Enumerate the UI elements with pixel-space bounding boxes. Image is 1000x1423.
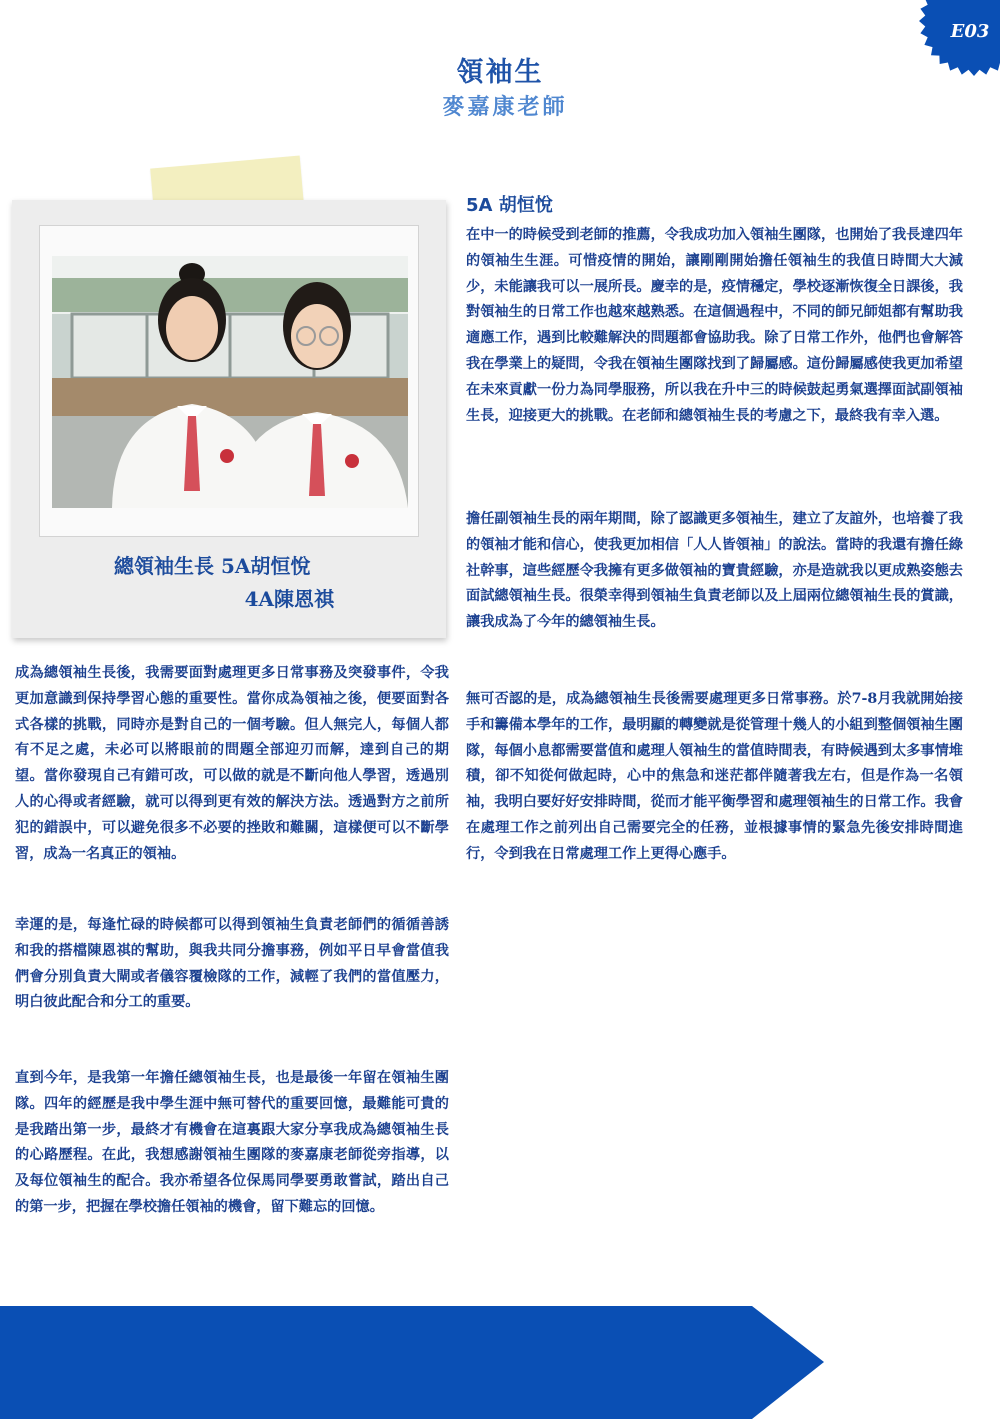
right-paragraph-3: 無可否認的是，成為總領袖生長後需要處理更多日常事務。於7-8月我就開始接手和籌備本學年的工作，最明顯的轉變就是從管理十幾人的小組到整個領袖生團隊，每個小息都需要當值和處理人領袖生的當值時間表，有時候遇到太多事情堆積，卻不知從何做起時，心中的焦急和迷茫都伴隨著我左右，但是作為一名領袖，我明白要好好安排時間，從而才能平衡學習和處理領袖生的日常工作。我會在處理工作之前列出自己需要完全的任務，並根據事情的緊急先後安排時間進行，令到我在日常處理工作上更得心應手。: [466, 691, 963, 862]
author-name: 麥嘉康老師: [442, 94, 568, 120]
photo-caption-line2: 4A陳恩祺: [244, 587, 334, 611]
photo-caption-line1: 總領袖生長 5A胡恒悅: [114, 554, 311, 578]
photo-card: [12, 200, 446, 638]
photo-frame: [39, 225, 419, 537]
student-name-heading: 5A 胡恒悅: [466, 195, 553, 216]
footer-arrow-banner: [0, 1306, 824, 1419]
right-paragraph-1: 在中一的時候受到老師的推薦，令我成功加入領袖生團隊，也開始了我長達四年的領袖生生涯。可惜疫情的開始，讓剛剛開始擔任領袖生的我值日時間大大減少，未能讓我可以一展所長。慶幸的是，疫情穩定，學校逐漸恢復全日課後，我對領袖生的日常工作也越來越熟悉。在這個過程中，不同的師兄師姐都有幫助我適應工作，遇到比較難解決的問題都會協助我。除了日常工作外，他們也會解答我在學業上的疑問，令我在領袖生團隊找到了歸屬感。這份歸屬感使我更加希望在未來貢獻一份力為同學服務，所以我在升中三的時候鼓起勇氣選擇面試副領袖生長，迎接更大的挑戰。在老師和總領袖生長的考慮之下，最終我有幸入選。: [466, 227, 963, 424]
left-paragraph-3: 直到今年，是我第一年擔任總領袖生長，也是最後一年留在領袖生團隊。四年的經歷是我中學生涯中無可替代的重要回憶，最難能可貴的是我踏出第一步，最終才有機會在這裏跟大家分享我成為總領袖生長的心路歷程。在此，我想感謝領袖生團隊的麥嘉康老師從旁指導，以及每位領袖生的配合。我亦希望各位保馬同學要勇敢嘗試，踏出自己的第一步，把握在學校擔任領袖的機會，留下難忘的回憶。: [15, 1070, 449, 1215]
left-paragraph-1: 成為總領袖生長後，我需要面對處理更多日常事務及突發事件，令我更加意識到保持學習心態的重要性。當你成為領袖之後，便要面對各式各樣的挑戰，同時亦是對自己的一個考驗。但人無完人，每個人都有不足之處，未必可以將眼前的問題全部迎刃而解，達到自己的期望。當你發現自己有錯可改，可以做的就是不斷向他人學習，透過別人的心得或者經驗，就可以得到更有效的解決方法。透過對方之前所犯的錯誤中，可以避免很多不必要的挫敗和難關，這樣便可以不斷學習，成為一名真正的領袖。: [15, 665, 449, 862]
page-number: E03: [950, 21, 990, 42]
right-paragraph-2: 擔任副領袖生長的兩年期間，除了認識更多領袖生，建立了友誼外，也培養了我的領袖才能和信心，使我更加相信「人人皆領袖」的說法。當時的我還有擔任綠社幹事，這些經歷令我擁有更多做領袖的寶貴經驗，亦是造就我以更成熟姿態去面試總領袖生長。很榮幸得到領袖生負責老師以及上屆兩位總領袖生長的賞識，讓我成為了今年的總領袖生長。: [466, 511, 963, 631]
student-photo: [52, 256, 408, 508]
left-paragraph-2: 幸運的是，每逢忙碌的時候都可以得到領袖生負責老師們的循循善誘和我的搭檔陳恩祺的幫助，與我共同分擔事務，例如平日早會當值我們會分別負責大閘或者儀容覆檢隊的工作，減輕了我們的當值壓力，明白彼此配合和分工的重要。: [15, 917, 449, 1011]
page-title: 領袖生: [456, 57, 544, 88]
